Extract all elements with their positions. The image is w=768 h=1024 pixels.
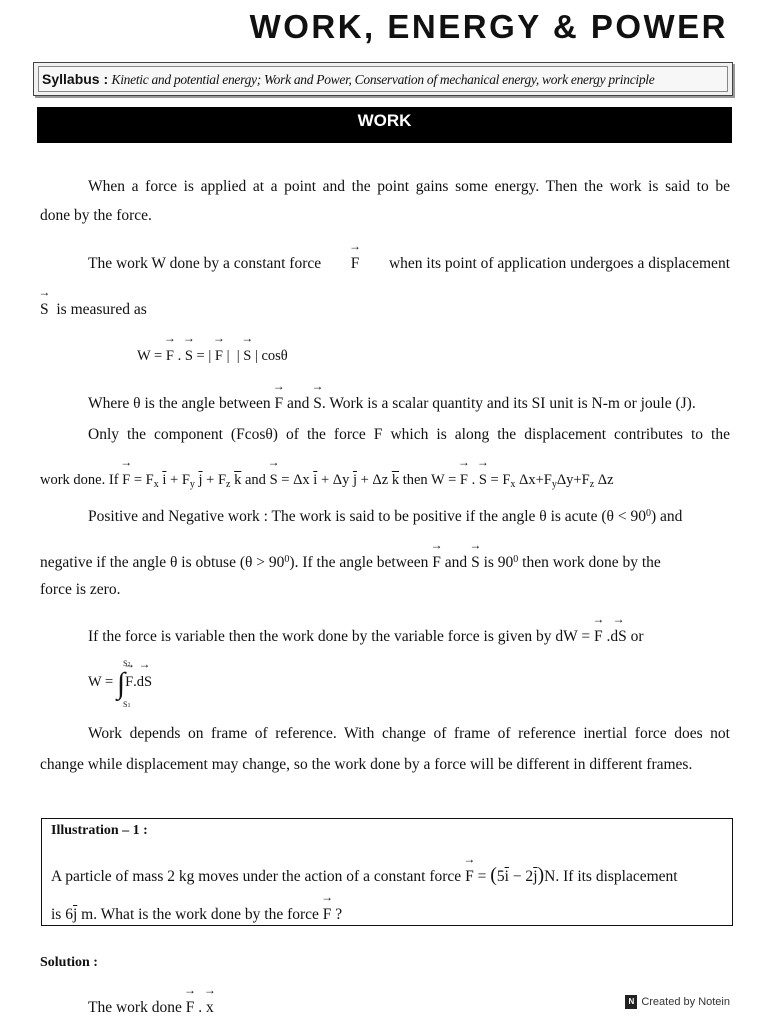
work-equation: W = → F . → S = | → F | | → S | cosθ	[137, 346, 288, 366]
integral-sign: ∫	[116, 667, 126, 700]
force-vector-symbol: → F	[351, 254, 360, 274]
paragraph-5-line-3: force is zero.	[40, 581, 121, 598]
section-header-work: WORK	[37, 107, 732, 143]
syllabus-label: Syllabus :	[42, 71, 109, 87]
paragraph-5-line-1: Positive and Negative work : The work is said to be positive if the angle θ is acute $(\theta < 90^0)$ and	[88, 508, 683, 525]
integral-equation: W = ∫→ F.→ dS	[88, 672, 152, 694]
paragraph-1-line-1: When a force is applied at a point and the point gains some energy. Then the work is said to be	[88, 178, 730, 195]
paragraph-4-line-2: work done. $If \to F = F_x$ $\overline{i} + F_y$ $\overline{j} + F_z$ $\overline{k}$ and → S = Δx $\overline{i} + \Delta y$ $\overline{j} + \Delta z$ $\overline{k}$ then W = → F . → $S = F_x$ $\Delta x+F_y\Delta y+F_z$ Δz	[40, 470, 614, 495]
illustration-heading: Illustration – 1 :	[51, 823, 148, 838]
notein-logo-icon: N	[625, 995, 637, 1009]
solution-heading: Solution :	[40, 955, 98, 970]
displacement-vector-symbol: → S	[40, 300, 49, 320]
syllabus-box	[33, 62, 733, 96]
illustration-line-1: A particle of mass 2 kg moves under the action of a constant force → $F = (5\overline{i} - 2\overline{j})N$. If its displacement	[51, 865, 678, 887]
paragraph-2-line-1: The work W done by a constant force → F when its point of application undergoes a displacement	[88, 254, 730, 274]
paragraph-1-line-2: done by the force.	[40, 207, 152, 224]
footer-watermark	[625, 995, 730, 1009]
page-title: WORK, ENERGY & POWER	[249, 8, 728, 45]
paragraph-5-line-2: negative if the angle θ is obtuse $(\theta > 90^0)$. If the angle between → F and → S is $90^0$ then work done by the	[40, 550, 661, 573]
solution-line-1: The work done → F . → x	[88, 998, 214, 1018]
paragraph-7-line-2: change while displacement may change, so the work done by a force will be different in different frames.	[40, 756, 693, 773]
paragraph-6: If the force is variable then the work done by the variable force is given by dW = → F .→ dS or	[88, 627, 644, 647]
paragraph-2-line-2: → S is measured as	[40, 300, 147, 320]
illustration-line-2: is $6\overline{j}$ m. What is the work done by the force → F ?	[51, 905, 342, 925]
paragraph-7-line-1: Work depends on frame of reference. With change of frame of reference inertial force does not	[88, 725, 730, 742]
illustration-box	[41, 818, 733, 926]
syllabus-text: Kinetic and potential energy; Work and Power, Conservation of mechanical energy, work energy principle	[111, 72, 655, 87]
paragraph-4-line-1: Only the component (Fcosθ) of the force F which is along the displacement contributes to the	[88, 426, 730, 443]
footer-text: Created by Notein	[641, 996, 730, 1008]
paragraph-3: Where θ is the angle between → F and → S. Work is a scalar quantity and its SI unit is N-m or joule (J).	[88, 394, 696, 414]
